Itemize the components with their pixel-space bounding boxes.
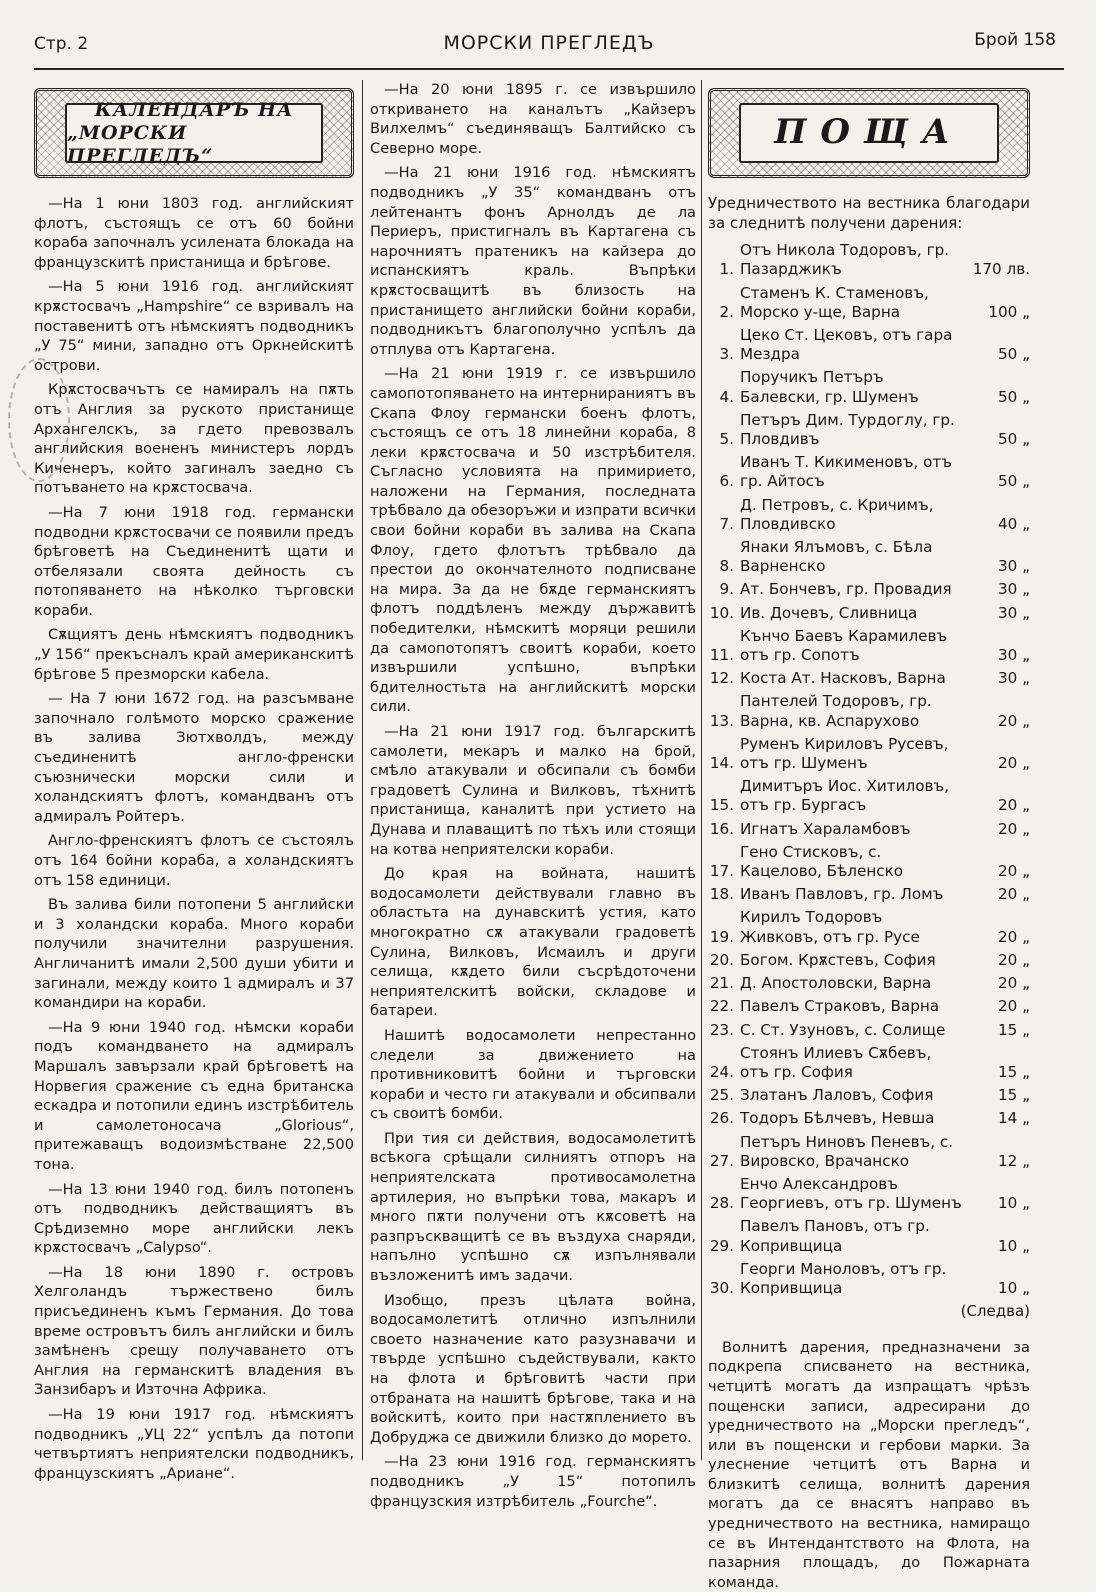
donor-name: Стоянъ Илиевъ Сѫбевъ, отъ гр. София <box>740 1043 932 1081</box>
donation-item <box>708 1260 1030 1298</box>
donation-number: 21. <box>709 974 734 993</box>
donation-amount: 50 „ <box>997 345 1030 364</box>
donation-number: 17. <box>709 862 734 881</box>
donation-item <box>708 997 1030 1016</box>
donation-number: 18. <box>709 885 734 904</box>
donor-name: Петъръ Дим. Турдоглу, гр. Пловдивъ <box>740 410 955 449</box>
donation-amount: 20 „ <box>997 796 1030 815</box>
donation-amount: 20 „ <box>997 711 1030 730</box>
donation-number: 14. <box>709 754 734 773</box>
donation-amount: 20 „ <box>997 974 1030 993</box>
page-number: Стр. 2 <box>34 34 89 54</box>
donation-number: 12. <box>709 669 734 688</box>
calendar-paragraph: —На 19 юни 1917 год. нѣмскиятъ подводникъ „УЦ 22“ успѣлъ да потопи четвъртиятъ неприятелски подводникъ, французскиятъ „Ариане“. <box>34 1406 354 1482</box>
donation-amount: 20 „ <box>997 819 1030 838</box>
donation-number: 24. <box>709 1062 734 1081</box>
calendar-paragraph: —На 5 юни 1916 год. английският крѫстосвачъ „Hampshire“ се взривалъ на поставенитѣ отъ нѣмскиятъ подводникъ „У 75“ мини, западно отъ Оркнейскитѣ острови. <box>34 278 354 374</box>
calendar-paragraph: Въ залива били потопени 5 английски и 3 холандски кораба. Много кораби получили значителни разрушения. Англичанитѣ имали 2,500 души убити и загинали, между които 1 адмиралъ и 37 командири на кораби. <box>34 896 354 1012</box>
donation-number: 30. <box>709 1278 734 1297</box>
donation-amount: 30 „ <box>997 669 1030 688</box>
calendar-paragraph: Нашитѣ водосамолети непрестанно следели за движението на противниковитѣ бойни и търговски кораби и често ги атакували и обсипвали съ своитѣ бомби. <box>370 1026 696 1123</box>
donation-number: 6. <box>719 472 734 491</box>
calendar-column-2 <box>370 80 696 1510</box>
donor-name: Кирилъ Тодоровъ Живковъ, отъ гр. Русе <box>740 908 920 946</box>
donation-amount: 50 „ <box>997 387 1030 406</box>
donation-number: 13. <box>709 711 734 730</box>
donation-item <box>708 908 1030 946</box>
donation-amount: 10 „ <box>997 1194 1030 1213</box>
donation-item <box>708 885 1030 904</box>
calendar-banner-line1: КАЛЕНДАРЪ НА <box>94 98 294 121</box>
donor-name: Кънчо Баевъ Карамилевъ отъ гр. Сопотъ <box>740 626 948 665</box>
donation-number: 20. <box>709 950 734 969</box>
donation-number: 26. <box>709 1109 734 1128</box>
donor-name: Богом. Крѫстевъ, София <box>740 950 936 969</box>
donor-name: Отъ Никола Тодоровъ, гр. Пазарджикъ <box>740 241 950 279</box>
donation-number: 1. <box>719 260 734 279</box>
donation-item <box>708 692 1030 730</box>
donation-amount: 20 „ <box>997 927 1030 946</box>
calendar-paragraph: —На 18 юни 1890 г. островъ Хелголандъ тържествено билъ присъединенъ къмъ Германия. До това време островътъ билъ английски и билъ замѣненъ срещу получаването отъ Англия на германскитѣ владения въ Занзибаръ и Източна Африка. <box>34 1263 354 1399</box>
donation-item <box>708 538 1030 576</box>
posht-banner <box>708 88 1030 178</box>
donor-name: Павелъ Страковъ, Варна <box>740 997 940 1016</box>
donation-item <box>708 241 1030 279</box>
donation-amount: 20 „ <box>997 754 1030 773</box>
posht-title: ПОЩА <box>774 112 964 153</box>
donation-item <box>708 496 1030 534</box>
donations-list <box>708 241 1030 1298</box>
donation-item <box>708 453 1030 491</box>
calendar-column-1 <box>34 80 354 1490</box>
donation-number: 4. <box>719 387 734 406</box>
donation-amount: 12 „ <box>997 1151 1030 1170</box>
donor-name: Златанъ Лаловъ, София <box>740 1086 934 1105</box>
calendar-paragraph: При тия си действия, водосамолетитѣ всѣкога срѣщали силниятъ отпоръ на неприятелската противосамолетна артилерия, но въпрѣки това, макаръ и много пѫти получени отъ кѫсоветѣ на разпръскващитѣ се въ въздуха снаряди, напълно успѣшно сѫ изпълнявали възложенитѣ имъ задачи. <box>370 1129 696 1285</box>
calendar-paragraph: —На 23 юни 1916 год. германскиятъ подводникъ „У 15“ потопилъ французския изтрѣбитель „Fourche“. <box>370 1453 696 1510</box>
donor-name: Коста Ат. Насковъ, Варна <box>740 669 946 688</box>
donor-name: С. Ст. Узуновъ, с. Солище <box>740 1020 946 1039</box>
donation-amount: 15 „ <box>997 1020 1030 1039</box>
donation-item <box>708 1217 1030 1255</box>
donation-number: 28. <box>709 1194 734 1213</box>
donation-amount: 170 лв. <box>972 260 1030 279</box>
donor-name: Пантелей Тодоровъ, гр. Варна, кв. Аспарухово <box>740 692 932 730</box>
donor-name: Тодоръ Бѣлчевъ, Невша <box>740 1109 935 1128</box>
page-header <box>34 28 1064 70</box>
donation-number: 8. <box>719 557 734 576</box>
donor-name: Руменъ Кириловъ Русевъ, отъ гр. Шуменъ <box>740 734 949 773</box>
donation-amount: 30 „ <box>997 646 1030 665</box>
donation-item <box>708 604 1030 623</box>
donation-item <box>708 580 1030 599</box>
posht-column <box>708 80 1030 1591</box>
continued-label: (Следва) <box>960 1302 1030 1321</box>
publication-title: МОРСКИ ПРЕГЛЕДЪ <box>443 32 655 54</box>
donation-item <box>708 735 1030 773</box>
calendar-paragraph: —На 21 юни 1916 год. нѣмскиятъ подводникъ „У 35“ командванъ отъ лейтенантъ фонъ Арнолдъ де ла Периеръ, пристигналъ въ Картагена съ нарочниятъ пратеникъ на кайзера до испанскиятъ краль. Въпрѣки крѫстосващитѣ въ близость на пристанището английски бойни кораби, подводникътъ благополучно успѣлъ да отплува отъ Картагена. <box>370 164 696 358</box>
donor-name: Цеко Ст. Цековъ, отъ гара Мездра <box>740 326 953 364</box>
donation-amount: 50 „ <box>997 430 1030 449</box>
donor-name: Д. Апостоловски, Варна <box>740 974 932 993</box>
donation-amount: 50 „ <box>997 472 1030 491</box>
donation-amount: 20 „ <box>997 950 1030 969</box>
donation-amount: 30 „ <box>997 557 1030 576</box>
donor-name: Ат. Бончевъ, гр. Провадия <box>740 580 952 599</box>
donor-name: Поручикъ Петъръ Балевски, гр. Шуменъ <box>740 368 919 406</box>
donation-item <box>708 669 1030 688</box>
donation-amount: 20 „ <box>997 885 1030 904</box>
donation-item <box>708 1109 1030 1128</box>
donation-item <box>708 1044 1030 1082</box>
calendar-paragraph: —На 9 юни 1940 год. нѣмски кораби подъ командването на адмиралъ Маршалъ завързали край брѣговетѣ на Норвегия сражение съ една британска ескадра и потопили единъ изстрѣбитель и самолетоносача „Glorious“, притежаващъ водоизмѣстване 22,500 тона. <box>34 1018 354 1173</box>
donor-name: Иванъ Т. Кикименовъ, отъ гр. Айтосъ <box>740 453 952 491</box>
donor-name: Иванъ Павловъ, гр. Ломъ <box>740 885 944 904</box>
calendar-paragraph: Сѫщиятъ день нѣмскиятъ подводникъ „У 156“ прекъсналъ край американскитѣ брѣгове 5 презморски кабела. <box>34 626 354 683</box>
column-divider <box>362 80 363 1460</box>
donor-name: Петъръ Ниновъ Пеневъ, с. Вировско, Врачанско <box>740 1132 954 1170</box>
donation-number: 15. <box>709 796 734 815</box>
donation-number: 9. <box>719 580 734 599</box>
donation-item <box>708 411 1030 449</box>
donation-number: 3. <box>719 345 734 364</box>
donation-amount: 20 „ <box>997 997 1030 1016</box>
donation-amount: 30 „ <box>997 580 1030 599</box>
donation-number: 29. <box>709 1236 734 1255</box>
donation-item <box>708 777 1030 815</box>
donation-number: 11. <box>709 646 734 665</box>
calendar-paragraph: —На 13 юни 1940 год. билъ потопенъ отъ подводникъ действащиятъ въ Срѣдиземно море английски лекъ крѫстосвачъ „Calypso“. <box>34 1180 354 1257</box>
calendar-paragraph: —На 21 юни 1917 год. българскитѣ самолети, мекаръ и малко на брой, смѣло атакували и обсипали съ бомби градоветѣ Сулина и Вилковъ, тѣхнитѣ пристанища, каналитѣ при устието на Дунава и плаващитѣ по тѣхъ или стоящи на котва неприятелски кораби. <box>370 723 696 858</box>
donation-item <box>708 368 1030 406</box>
donation-number: 10. <box>709 603 734 622</box>
donation-item <box>708 974 1030 993</box>
calendar-paragraph: — На 7 юни 1672 год. на разсъмване започнало голѣмото морско сражение въ залива Зютхволдъ, между съединенитѣ англо-френски съюзнически морски сили и холандскиятъ флотъ, командванъ отъ адмиралъ Ройтеръ. <box>34 690 354 825</box>
calendar-paragraph: —На 1 юни 1803 год. английският флотъ, състоящъ се отъ 60 бойни кораба започналъ усилената блокада на французскитѣ пристанища и брѣгове. <box>34 195 354 271</box>
column-divider <box>701 80 702 1460</box>
calendar-paragraph: —На 21 юни 1919 г. се извършило самопотопяването на интернираниятъ въ Скапа Флоу германски боенъ флотъ, състоящъ се отъ 18 линейни кораба, 8 леки крѫстосвача и 50 изстрѣбителя. Съгласно условията на примирието, наложени на Германия, последната трѣбвало да обезоръжи и изпрати всички свои бойни кораби въ залива на Скапа Флоу, гдето флотътъ трѣбвало да престои до окончателното подписване на мира. За да не бѫде германскиятъ флотъ поддѣленъ между държавитѣ победителки, нѣмскитѣ моряци решили да самопотопятъ своитѣ кораби, което извършили успѣшно, въпрѣки бдителностьта на английскитѣ морски сили. <box>370 365 696 716</box>
donation-number: 19. <box>709 927 734 946</box>
donor-name: Янаки Ялъмовъ, с. Бѣла Варненско <box>740 538 933 576</box>
posht-footer: Волнитѣ дарения, предназначени за подкрепа списването на вестника, четцитѣ могатъ да изпращатъ чрѣзъ пощенски записи, адресирани до уредничеството на „Морски прегледъ“, или въ пощенски и гербови марки. За улеснение четцитѣ отъ Варна и близкитѣ селища, волнитѣ дарения могатъ да се внасятъ направо въ уредничеството на вестника, намиращо се въ Интендантството на Флота, на пазарния площадъ, до Пожарната команда. <box>708 1338 1030 1591</box>
donor-name: Ив. Дочевъ, Сливница <box>740 603 918 622</box>
donation-number: 27. <box>709 1151 734 1170</box>
donation-item <box>708 284 1030 322</box>
donation-number: 23. <box>709 1020 734 1039</box>
donation-number: 22. <box>709 997 734 1016</box>
calendar-paragraph: Англо-френскиятъ флотъ се състоялъ отъ 164 бойни кораба, а холандскиятъ отъ 158 единици. <box>34 832 354 889</box>
donation-amount: 10 „ <box>997 1278 1030 1297</box>
donation-amount: 10 „ <box>997 1236 1030 1255</box>
donation-item <box>708 843 1030 881</box>
donation-amount: 100 „ <box>988 302 1030 321</box>
donor-name: Гено Стисковъ, с. Кацелово, Бѣленско <box>740 842 904 881</box>
donor-name: Игнатъ Хараламбовъ <box>740 819 911 838</box>
donation-item <box>708 951 1030 970</box>
posht-intro: Уредничеството на вестника благодари за следнитѣ получени дарения: <box>708 194 1030 232</box>
donor-name: Енчо Александровъ Георгиевъ, отъ гр. Шуменъ <box>740 1174 962 1213</box>
calendar-banner-line2: „МОРСКИ ПРЕГЛЕДЪ“ <box>67 121 214 167</box>
calendar-banner <box>34 88 354 178</box>
donation-item <box>708 627 1030 665</box>
donation-amount: 15 „ <box>997 1086 1030 1105</box>
donation-number: 16. <box>709 819 734 838</box>
donor-name: Димитъръ Иос. Хитиловъ, отъ гр. Бургасъ <box>740 777 949 815</box>
donation-number: 7. <box>719 514 734 533</box>
donor-name: Д. Петровъ, с. Кричимъ, Пловдивско <box>740 495 934 533</box>
donation-amount: 14 „ <box>997 1109 1030 1128</box>
donor-name: Георги Маноловъ, отъ гр. Копривщица <box>740 1259 947 1297</box>
donation-amount: 15 „ <box>997 1062 1030 1081</box>
donation-item <box>708 1021 1030 1040</box>
issue-number: Брой 158 <box>974 30 1056 50</box>
calendar-paragraph: —На 7 юни 1918 год. германски подводни крѫстосвачи се появили предъ брѣговетѣ на Съединенитѣ щати и отбелязали своята дейность съ потопяването на нѣколко търговски кораби. <box>34 503 354 619</box>
donor-name: Стаменъ К. Стаменовъ, Морско у-ще, Варна <box>740 283 929 321</box>
donation-item <box>708 326 1030 364</box>
donation-amount: 40 „ <box>997 514 1030 533</box>
donation-item <box>708 820 1030 839</box>
calendar-paragraph: Крѫстосвачътъ се намиралъ на пѫть отъ Англия за руското пристанище Архангелскъ, за гдето превозвалъ английския воененъ министеръ лордъ Киченеръ, който загиналъ заедно съ потъването на крѫстосвача. <box>34 381 354 497</box>
donation-amount: 30 „ <box>997 603 1030 622</box>
donation-item <box>708 1175 1030 1213</box>
donation-number: 5. <box>719 430 734 449</box>
donor-name: Павелъ Пановъ, отъ гр. Копривщица <box>740 1217 930 1255</box>
calendar-paragraph: Изобщо, презъ цѣлата война, водосамолетитѣ отлично изпълнили своето назначение като разузнавачи и твърде успѣшно съдействували, както на флота и брѣговитѣ части при отбраната на нашитѣ брѣгове, така и на войскитѣ, които при настѫплението въ Добруджа се движили близко до морето. <box>370 1291 696 1446</box>
donation-amount: 20 „ <box>997 862 1030 881</box>
calendar-paragraph: —На 20 юни 1895 г. се извършило откриването на каналътъ „Кайзеръ Вилхелмъ“ съединяващъ Балтийско съ Северно море. <box>370 81 696 157</box>
donation-item <box>708 1086 1030 1105</box>
calendar-paragraph: До края на войната, нашитѣ водосамолети действували главно въ областьта на дунавскитѣ устия, като многократно сѫ атакували градоветѣ Сулина, Вилковъ, Исмаилъ и други селища, кѫдето били съсрѣдоточени неприятелскитѣ войски, складове и батареи. <box>370 865 696 1020</box>
donation-number: 25. <box>709 1086 734 1105</box>
donation-item <box>708 1133 1030 1171</box>
donation-number: 2. <box>719 302 734 321</box>
